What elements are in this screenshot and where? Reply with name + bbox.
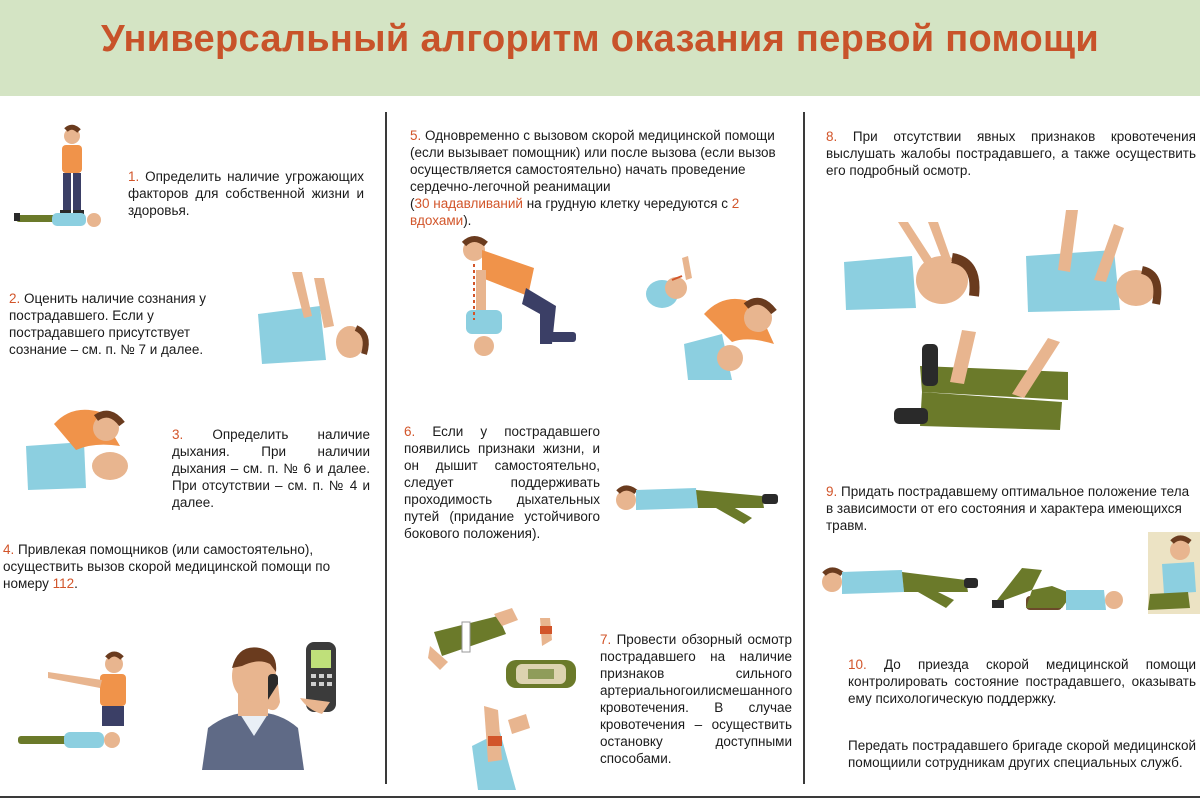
step-4: 4. Привлекая помощников (или самостоятельно), осуществить вызов скорой медицинской помощи по номеру 112. xyxy=(3,542,331,591)
step-5: 5. Одновременно с вызовом скорой медицинской помощи (если вызывает помощник) или после вызова (если вызов осуществляется самостоятельно) начать проведение сердечно-легочной реанимации (30 надавливаний на грудную клетку чередуются с 2 вдохами). xyxy=(410,128,776,228)
step-text: До приезда скорой медицинской помощи контролировать состояние пострадавшего, оказывать ему психологическую поддержку. xyxy=(848,657,1196,706)
step-number: 7. xyxy=(600,632,612,647)
man-on-phone-icon xyxy=(198,636,308,770)
mobile-phone-icon xyxy=(300,640,344,716)
rescuer-standing-over-victim-icon xyxy=(10,122,120,240)
step-text: Привлекая помощников (или самостоятельно), осуществить вызов скорой медицинской помощи по номеру xyxy=(3,542,331,591)
step-number: 6. xyxy=(404,424,416,439)
step-3 xyxy=(172,426,370,511)
leg-exam-icon xyxy=(892,330,1070,438)
step-9 xyxy=(826,483,1198,534)
step-text: Определить наличие угрожающих факторов для собственной жизни и здоровья. xyxy=(128,169,364,218)
step-number: 9. xyxy=(826,484,838,499)
step-1 xyxy=(128,168,364,219)
step-text: При отсутствии явных признаков кровотечения выслушать жалобы пострадавшего, а также осуществить его подробный осмотр. xyxy=(826,129,1196,178)
step-text: Провести обзорный осмотр пострадавшего на наличие признаков сильного артериальногоилисмешанного кровотечения. В случае кровотечения – осуществить остановку доступными способами. xyxy=(600,632,793,766)
step-number: 2. xyxy=(9,291,21,306)
step-text: Определить наличие дыхания. При наличии дыхания – см. п. № 6 и далее. При отсутствии – см. п. № 4 и далее. xyxy=(172,427,370,510)
step-number: 8. xyxy=(826,129,838,144)
bottom-rule xyxy=(0,796,1200,798)
rescuer-pointing-icon xyxy=(8,650,148,772)
check-consciousness-icon xyxy=(252,272,374,372)
step-6 xyxy=(404,423,600,542)
step-10 xyxy=(848,656,1196,707)
handover-note: Передать пострадавшего бригаде скорой медицинской помощиили сотрудникам других специальных служб. xyxy=(848,738,1196,770)
page-title: Универсальный алгоритм оказания первой помощи xyxy=(100,18,1099,60)
check-breathing-icon xyxy=(24,402,134,492)
step-number: 3. xyxy=(172,427,184,442)
rescue-breath-icon xyxy=(682,292,778,382)
head-exam-icon xyxy=(842,222,988,312)
step-text: Придать пострадавшему оптимальное положение тела в зависимости от его состояния и характера имеющихся травм. xyxy=(826,484,1190,533)
step-text: Оценить наличие сознания у пострадавшего. Если у пострадавшего присутствует сознание – см. п. № 7 и далее. xyxy=(9,291,207,357)
compressions-count: 30 надавливаний xyxy=(414,196,523,211)
lateral-position-icon xyxy=(816,560,982,614)
column-divider-2 xyxy=(803,112,805,784)
step-7 xyxy=(600,631,792,767)
step-2 xyxy=(9,290,237,358)
step-number: 1. xyxy=(128,169,140,184)
chest-exam-icon xyxy=(1024,210,1164,314)
bleeding-arm-icon xyxy=(468,706,532,792)
step-text: Одновременно с вызовом скорой медицинской помощи (если вызывает помощник) или после вызова (если вызов осуществляется самостоятельно) начать проведение сердечно-легочной реанимации xyxy=(410,128,776,194)
emergency-number: 112 xyxy=(52,576,75,591)
chest-compressions-icon xyxy=(456,234,584,364)
sitting-position-icon xyxy=(1148,532,1200,614)
step-8 xyxy=(826,128,1196,179)
step-number: 10. xyxy=(848,657,867,672)
bandage-icon xyxy=(504,654,578,694)
column-divider-1 xyxy=(385,112,387,784)
step-number: 5. xyxy=(410,128,422,143)
recovery-position-icon xyxy=(612,474,788,530)
step-number: 4. xyxy=(3,542,15,557)
step-text: Если у пострадавшего появились признаки жизни, и он дышит самостоятельно, следует поддерживать проходимость дыхательных путей (придание устойчивого бокового положения). xyxy=(404,424,600,541)
wound-finger-icon xyxy=(534,616,562,650)
breaths-count: 2 вдохами xyxy=(410,196,740,228)
legs-raised-icon xyxy=(992,560,1124,618)
